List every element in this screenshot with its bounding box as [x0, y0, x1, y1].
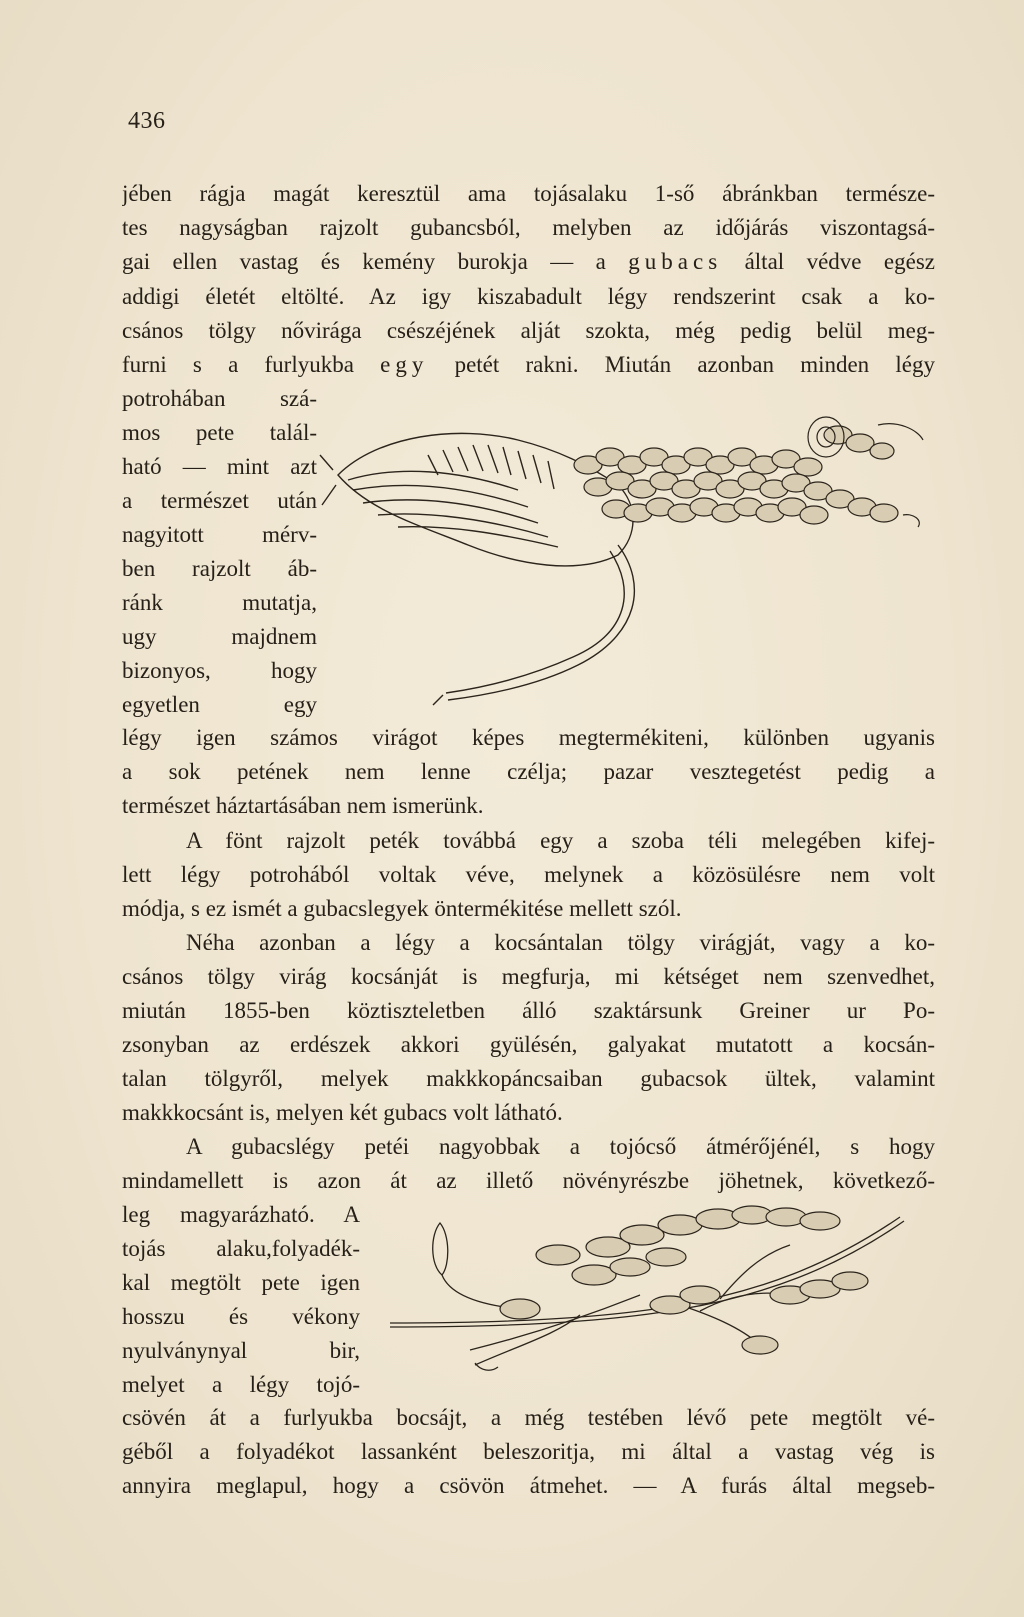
- text-line: kal megtölt pete igen: [122, 1270, 360, 1295]
- text-line: csános tölgy virág kocsánját is megfurja, mi kétséget nem szenvedhet,: [122, 964, 935, 989]
- text-line: légy igen számos virágot képes megtermékiteni, különben ugyanis: [122, 725, 935, 750]
- text-line: Néha azonban a légy a kocsántalan tölgy virágját, vagy a ko-: [186, 930, 935, 955]
- text-line: annyira meglapul, hogy a csövön átmehet. — A furás által megseb-: [122, 1473, 935, 1498]
- text-line: csövén át a furlyukba bocsájt, a még testében lévő pete megtölt vé-: [122, 1405, 935, 1430]
- gall-wasp-abdomen-figure: [318, 395, 930, 725]
- text-line: csános tölgy nővirága csészéjének alját szokta, még pedig belül meg-: [122, 318, 935, 343]
- text-line: lett légy potrohából voltak véve, melynek a közösülésre nem volt: [122, 862, 935, 887]
- text-line: A gubacslégy petéi nagyobbak a tojócső átmérőjénél, s hogy: [186, 1134, 935, 1159]
- text-line: potrohában szá-: [122, 386, 317, 411]
- text-line: a természet után: [122, 488, 317, 513]
- stalked-eggs-figure: [380, 1195, 920, 1395]
- text-line: ugy majdnem: [122, 624, 317, 649]
- text-line: ben rajzolt áb-: [122, 556, 317, 581]
- text-line: miután 1855-ben köztiszteletben álló szaktársunk Greiner ur Po-: [122, 998, 935, 1023]
- text-line: talan tölgyről, melyek makkkopáncsaiban gubacsok ültek, valamint: [122, 1066, 935, 1091]
- text-line: nagyitott mérv-: [122, 522, 317, 547]
- text-line: mindamellett is azon át az illető növényrészbe jöhetnek, következő-: [122, 1168, 935, 1193]
- text-line: leg magyarázható. A: [122, 1202, 360, 1227]
- text-line: tojás alaku,folyadék-: [122, 1236, 360, 1261]
- text-line: hosszu és vékony: [122, 1304, 360, 1329]
- text-line: a sok petének nem lenne czélja; pazar vesztegetést pedig a: [122, 759, 935, 784]
- text-line: bizonyos, hogy: [122, 658, 317, 683]
- text-line: ható — mint azt: [122, 454, 317, 479]
- text-line: tes nagyságban rajzolt gubancsból, melyben az időjárás viszontagsá-: [122, 215, 935, 240]
- text-line: egyetlen egy: [122, 692, 317, 717]
- text-line: furni s a furlyukba egy petét rakni. Miután azonban minden légy: [122, 352, 935, 377]
- text-line: zsonyban az erdészek akkori gyülésén, galyakat mutatott a kocsán-: [122, 1032, 935, 1057]
- text-line: nyulványnyal bir,: [122, 1338, 360, 1363]
- text-line: melyet a légy tojó-: [122, 1372, 360, 1397]
- text-line: jében rágja magát keresztül ama tojásalaku 1-ső ábránkban természe-: [122, 181, 935, 206]
- text-line: A fönt rajzolt peték továbbá egy a szoba téli melegében kifej-: [186, 828, 935, 853]
- page-number: 436: [128, 108, 166, 134]
- text-line: természet háztartásában nem ismerünk.: [122, 793, 484, 818]
- text-line: géből a folyadékot lassanként beleszoritja, mi által a vastag vég is: [122, 1439, 935, 1464]
- text-line: mos pete talál-: [122, 420, 317, 445]
- text-line: ránk mutatja,: [122, 590, 317, 615]
- text-line: módja, s ez ismét a gubacslegyek öntermékitése mellett szól.: [122, 896, 682, 921]
- text-line: addigi életét eltölté. Az igy kiszabadult légy rendszerint csak a ko-: [122, 284, 935, 309]
- text-line: gai ellen vastag és kemény burokja — a gubacs által védve egész: [122, 249, 935, 274]
- text-line: makkkocsánt is, melyen két gubacs volt látható.: [122, 1100, 563, 1125]
